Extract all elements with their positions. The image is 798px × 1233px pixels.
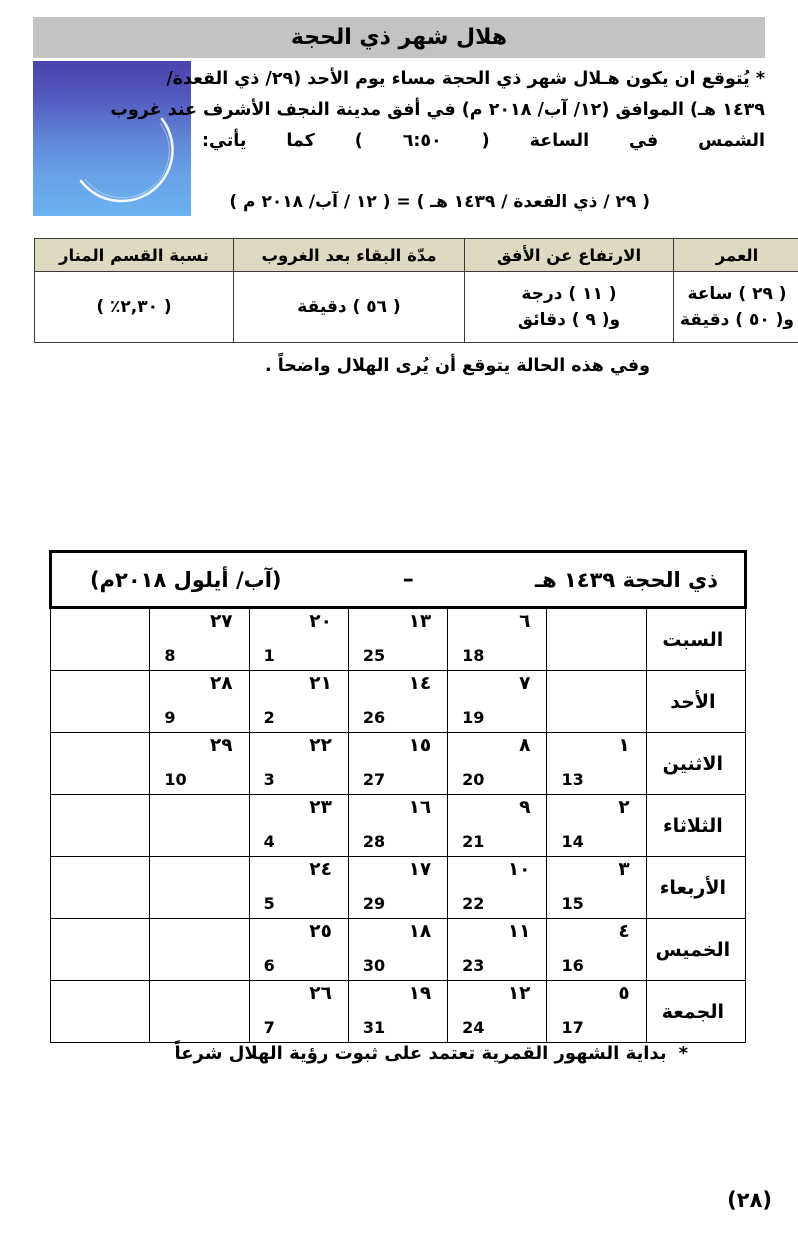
calendar-hijri-month: ذي الحجة ١٤٣٩ هـ <box>534 567 718 592</box>
calendar-cell-date[interactable] <box>348 733 447 795</box>
calendar-row <box>51 981 746 1043</box>
calendar-cell-hijri-day: ٢٢ <box>309 735 332 756</box>
calendar-cell-hijri-day: ٢٤ <box>309 859 332 880</box>
crescent-data-table <box>34 238 798 343</box>
calendar-row <box>51 671 746 733</box>
calendar-cell-gregorian-day: 21 <box>462 832 485 851</box>
cell-altitude-line-1: ( ١١ ) درجة <box>521 284 617 304</box>
calendar-cell-empty[interactable] <box>150 795 249 857</box>
footnote-star: * <box>678 1043 688 1064</box>
cell-age-line-1: ( ٢٩ ) ساعة <box>687 284 787 304</box>
calendar-row <box>51 857 746 919</box>
calendar-cell-gregorian-day: 13 <box>561 770 584 789</box>
calendar-cell-gregorian-day: 14 <box>561 832 584 851</box>
calendar-cell-empty[interactable] <box>51 671 150 733</box>
date-equivalence-line: ( ٢٩ / ذي القعدة / ١٤٣٩ هـ ) = ( ١٢ / آب/ ٢٠١٨ م ) <box>229 192 650 212</box>
calendar-cell-date[interactable] <box>249 733 348 795</box>
calendar-cell-hijri-day: ٢٣ <box>309 797 332 818</box>
calendar-row <box>51 733 746 795</box>
calendar-cell-date[interactable] <box>448 733 547 795</box>
calendar-cell-hijri-day: ٢٦ <box>309 983 332 1004</box>
data-table-row <box>35 272 798 343</box>
calendar-cell-hijri-day: ١ <box>618 735 630 756</box>
hijri-gregorian-calendar <box>49 550 747 1043</box>
calendar-cell-gregorian-day: 6 <box>263 956 275 975</box>
calendar-cell-gregorian-day: 19 <box>462 708 485 727</box>
calendar-cell-gregorian-day: 4 <box>263 832 275 851</box>
calendar-cell-date[interactable] <box>547 733 646 795</box>
calendar-cell-date[interactable] <box>249 671 348 733</box>
cell-age-line-2: و( ٥٠ ) دقيقة <box>680 310 794 330</box>
cell-stay: ( ٥٦ ) دقيقة <box>234 272 465 343</box>
calendar-cell-date[interactable] <box>249 795 348 857</box>
calendar-cell-gregorian-day: 9 <box>164 708 176 727</box>
footnote-text: بداية الشهور القمرية تعتمد على ثبوت رؤية الهلال شرعاً <box>174 1043 667 1064</box>
calendar-cell-hijri-day: ٩ <box>519 797 531 818</box>
calendar-row <box>51 795 746 857</box>
calendar-day-name: الخميس <box>646 919 745 981</box>
column-header-stay: مدّة البقاء بعد الغروب <box>234 239 465 272</box>
calendar-row <box>51 608 746 671</box>
calendar-cell-hijri-day: ١٤ <box>408 673 432 694</box>
calendar-cell-date[interactable] <box>547 795 646 857</box>
calendar-row <box>51 919 746 981</box>
calendar-cell-hijri-day: ٣ <box>618 859 630 880</box>
calendar-cell-gregorian-day: 8 <box>164 646 176 665</box>
calendar-header-row <box>51 552 746 608</box>
calendar-cell-date[interactable] <box>249 919 348 981</box>
calendar-cell-gregorian-day: 29 <box>362 894 386 913</box>
calendar-cell-gregorian-day: 3 <box>263 770 275 789</box>
calendar-cell-gregorian-day: 22 <box>462 894 485 913</box>
calendar-cell-hijri-day: ٢٠ <box>309 611 332 632</box>
calendar-cell-hijri-day: ١٨ <box>408 921 432 942</box>
calendar-cell-empty[interactable] <box>51 608 150 671</box>
calendar-cell-date[interactable] <box>150 733 249 795</box>
cell-age <box>674 272 798 343</box>
calendar-header-cell <box>51 552 746 608</box>
calendar-cell-empty[interactable] <box>51 981 150 1043</box>
column-header-age: العمر <box>674 239 798 272</box>
calendar-cell-empty[interactable] <box>51 857 150 919</box>
calendar-cell-hijri-day: ٤ <box>618 921 630 942</box>
calendar-cell-date[interactable] <box>448 919 547 981</box>
calendar-cell-date[interactable] <box>448 981 547 1043</box>
calendar-day-name: الأحد <box>646 671 745 733</box>
calendar-cell-date[interactable] <box>547 919 646 981</box>
calendar-cell-gregorian-day: 23 <box>462 956 485 975</box>
column-header-altitude: الارتفاع عن الأفق <box>465 239 674 272</box>
calendar-cell-hijri-day: ١٠ <box>507 859 531 880</box>
calendar-cell-date[interactable] <box>150 608 249 671</box>
calendar-cell-empty[interactable] <box>51 795 150 857</box>
cell-altitude <box>465 272 674 343</box>
calendar-cell-gregorian-day: 18 <box>462 646 485 665</box>
calendar-cell-gregorian-day: 15 <box>561 894 584 913</box>
calendar-day-name: الثلاثاء <box>646 795 745 857</box>
calendar-cell-hijri-day: ٧ <box>519 673 531 694</box>
calendar-cell-hijri-day: ١١ <box>507 921 531 942</box>
intro-line-2: ١٤٣٩ هـ) الموافق (١٢/ آب/ ٢٠١٨ م) في أفق مدينة النجف الأشرف عند غروب <box>110 100 765 120</box>
cell-illumination: ( ٢,٣٠٪ ) <box>35 272 234 343</box>
calendar-cell-gregorian-day: 20 <box>462 770 485 789</box>
calendar-cell-date[interactable] <box>150 671 249 733</box>
calendar-cell-gregorian-day: 1 <box>263 646 275 665</box>
calendar-cell-gregorian-day: 7 <box>263 1018 275 1037</box>
calendar-cell-hijri-day: ١٩ <box>408 983 432 1004</box>
cell-altitude-line-2: و( ٩ ) دقائق <box>517 310 621 330</box>
intro-paragraph <box>110 64 765 157</box>
page-title-bar <box>33 17 765 58</box>
page-number: (٢٨) <box>727 1188 772 1212</box>
calendar-cell-empty[interactable] <box>150 981 249 1043</box>
calendar-cell-date[interactable] <box>448 608 547 671</box>
calendar-cell-gregorian-day: 2 <box>263 708 275 727</box>
calendar-cell-date[interactable] <box>249 857 348 919</box>
calendar-cell-date[interactable] <box>348 981 447 1043</box>
calendar-cell-gregorian-day: 24 <box>462 1018 485 1037</box>
calendar-cell-hijri-day: ٥ <box>618 983 630 1004</box>
calendar-day-name: السبت <box>646 608 745 671</box>
calendar-cell-gregorian-day: 30 <box>362 956 386 975</box>
calendar-cell-gregorian-day: 5 <box>263 894 275 913</box>
intro-line-3: الشمس في الساعة ( ٦:٥٠ ) كما يأتي: <box>202 131 765 151</box>
calendar-cell-empty[interactable] <box>51 733 150 795</box>
calendar-day-name: الأربعاء <box>646 857 745 919</box>
column-header-illumination: نسبة القسم المنار <box>35 239 234 272</box>
calendar-day-name: الاثنين <box>646 733 745 795</box>
intro-line-1: * يُتوقع ان يكون هـلال شهر ذي الحجة مساء يوم الأحد (٢٩/ ذي القعدة/ <box>166 69 765 89</box>
calendar-cell-date[interactable] <box>547 857 646 919</box>
calendar-header-dash: – <box>402 567 414 592</box>
calendar-cell-gregorian-day: 28 <box>362 832 386 851</box>
calendar-cell-date[interactable] <box>348 608 447 671</box>
calendar-cell-empty[interactable] <box>547 608 646 671</box>
calendar-cell-hijri-day: ٨ <box>519 735 531 756</box>
calendar-cell-empty[interactable] <box>150 857 249 919</box>
calendar-cell-hijri-day: ٦ <box>519 611 531 632</box>
calendar-day-name: الجمعة <box>646 981 745 1043</box>
calendar-cell-hijri-day: ٢١ <box>309 673 332 694</box>
calendar-cell-hijri-day: ١٢ <box>507 983 531 1004</box>
calendar-cell-date[interactable] <box>448 795 547 857</box>
calendar-cell-date[interactable] <box>348 795 447 857</box>
calendar-cell-hijri-day: ١٣ <box>408 611 432 632</box>
calendar-cell-empty[interactable] <box>150 919 249 981</box>
calendar-cell-gregorian-day: 27 <box>362 770 386 789</box>
calendar-cell-hijri-day: ٢٨ <box>210 673 233 694</box>
calendar-cell-hijri-day: ٢٥ <box>309 921 332 942</box>
calendar-cell-hijri-day: ١٦ <box>408 797 432 818</box>
calendar-gregorian-months: (آب/ أيلول ٢٠١٨م) <box>90 567 282 592</box>
calendar-cell-date[interactable] <box>348 857 447 919</box>
calendar-cell-gregorian-day: 10 <box>164 770 187 789</box>
visibility-note: وفي هذه الحالة يتوقع أن يُرى الهلال واضحاً . <box>264 356 650 376</box>
calendar-cell-gregorian-day: 17 <box>561 1018 584 1037</box>
data-table-header-row <box>35 239 798 272</box>
calendar-cell-empty[interactable] <box>51 919 150 981</box>
calendar-cell-hijri-day: ٢ <box>618 797 630 818</box>
calendar-cell-date[interactable] <box>448 857 547 919</box>
calendar-cell-date[interactable] <box>249 981 348 1043</box>
page-title: هلال شهر ذي الحجة <box>290 25 508 50</box>
calendar-cell-hijri-day: ٢٩ <box>210 735 233 756</box>
calendar-cell-date[interactable] <box>348 671 447 733</box>
calendar-cell-date[interactable] <box>448 671 547 733</box>
calendar-cell-date[interactable] <box>249 608 348 671</box>
calendar-cell-hijri-day: ١٥ <box>408 735 432 756</box>
calendar-cell-gregorian-day: 25 <box>362 646 386 665</box>
calendar-cell-hijri-day: ٢٧ <box>210 611 233 632</box>
calendar-cell-gregorian-day: 16 <box>561 956 584 975</box>
calendar-cell-gregorian-day: 26 <box>362 708 386 727</box>
calendar-cell-gregorian-day: 31 <box>362 1018 386 1037</box>
calendar-cell-date[interactable] <box>348 919 447 981</box>
calendar-cell-date[interactable] <box>547 981 646 1043</box>
calendar-cell-hijri-day: ١٧ <box>408 859 432 880</box>
calendar-cell-empty[interactable] <box>547 671 646 733</box>
calendar-footnote <box>175 1043 689 1064</box>
